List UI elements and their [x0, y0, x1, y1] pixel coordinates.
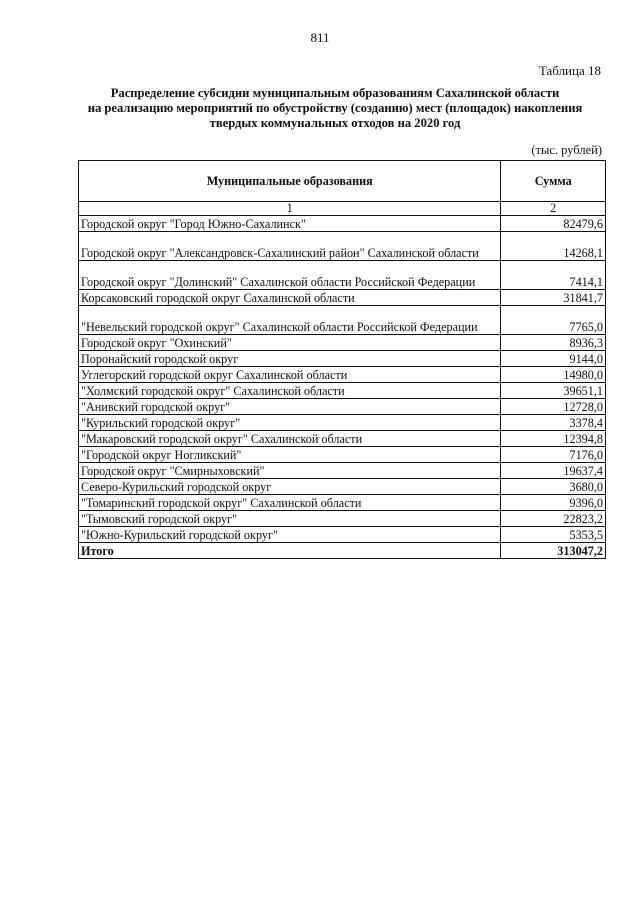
- subsidy-amount: 12728,0: [501, 399, 606, 415]
- title-line: твердых коммунальных отходов на 2020 год: [209, 116, 461, 130]
- subsidy-table: [78, 160, 606, 559]
- municipality-name: Городской округ "Смирныховский": [79, 463, 501, 479]
- header-sum: Сумма: [501, 161, 606, 202]
- table-row: [79, 306, 606, 335]
- subsidy-amount: 5353,5: [501, 527, 606, 543]
- title-line: на реализацию мероприятий по обустройству (созданию) мест (площадок) накопления: [87, 101, 583, 115]
- table-row: [79, 479, 606, 495]
- table-row: [79, 232, 606, 261]
- municipality-name: Углегорский городской округ Сахалинской области: [79, 367, 501, 383]
- subsidy-amount: 3680,0: [501, 479, 606, 495]
- table-row: [79, 290, 606, 306]
- column-number-1: 1: [79, 202, 501, 216]
- municipality-name: "Тымовский городской округ": [79, 511, 501, 527]
- subsidy-amount: 9144,0: [501, 351, 606, 367]
- table-row: [79, 495, 606, 511]
- table-body: [79, 216, 606, 559]
- municipality-name: Северо-Курильский городской округ: [79, 479, 501, 495]
- subsidy-amount: 22823,2: [501, 511, 606, 527]
- header-municipality: Муниципальные образования: [79, 161, 501, 202]
- municipality-name: "Макаровский городской округ" Сахалинской области: [79, 431, 501, 447]
- table-row: [79, 335, 606, 351]
- municipality-name: "Анивский городской округ": [79, 399, 501, 415]
- total-amount: 313047,2: [501, 543, 606, 559]
- page-number: 811: [310, 30, 330, 45]
- subsidy-amount: 19637,4: [501, 463, 606, 479]
- subsidy-amount: 14268,1: [501, 232, 606, 261]
- table-row: [79, 399, 606, 415]
- municipality-name: Поронайский городской округ: [79, 351, 501, 367]
- municipality-name: "Южно-Курильский городской округ": [79, 527, 501, 543]
- table-row: [79, 261, 606, 290]
- subsidy-amount: 39651,1: [501, 383, 606, 399]
- municipality-name: Городской округ "Город Южно-Сахалинск": [79, 216, 501, 232]
- table-row: [79, 216, 606, 232]
- table-row: [79, 511, 606, 527]
- table-row: [79, 431, 606, 447]
- table-row: [79, 367, 606, 383]
- subsidy-amount: 8936,3: [501, 335, 606, 351]
- title-line: Распределение субсидии муниципальным образованиям Сахалинской области: [110, 86, 560, 100]
- municipality-name: Городской округ "Долинский" Сахалинской области Российской Федерации: [79, 261, 501, 290]
- table-row: [79, 415, 606, 431]
- table-row: [79, 383, 606, 399]
- subsidy-amount: 14980,0: [501, 367, 606, 383]
- subsidy-amount: 3378,4: [501, 415, 606, 431]
- total-label: Итого: [79, 543, 501, 559]
- table-row: [79, 463, 606, 479]
- municipality-name: "Курильский городской округ": [79, 415, 501, 431]
- table-row: [79, 351, 606, 367]
- subsidy-amount: 7414,1: [501, 261, 606, 290]
- subsidy-amount: 82479,6: [501, 216, 606, 232]
- municipality-name: "Холмский городской округ" Сахалинской области: [79, 383, 501, 399]
- units-label: (тыс. рублей): [531, 143, 602, 157]
- subsidy-amount: 12394,8: [501, 431, 606, 447]
- municipality-name: "Невельский городской округ" Сахалинской области Российской Федерации: [79, 306, 501, 335]
- subsidy-amount: 9396,0: [501, 495, 606, 511]
- table-row: [79, 527, 606, 543]
- municipality-name: "Томаринский городской округ" Сахалинской области: [79, 495, 501, 511]
- municipality-name: "Городской округ Ногликский": [79, 447, 501, 463]
- municipality-name: Городской округ "Александровск-Сахалинский район" Сахалинской области: [79, 232, 501, 261]
- subsidy-amount: 7176,0: [501, 447, 606, 463]
- column-number-2: 2: [501, 202, 606, 216]
- municipality-name: Городской округ "Охинский": [79, 335, 501, 351]
- subsidy-amount: 7765,0: [501, 306, 606, 335]
- subsidy-amount: 31841,7: [501, 290, 606, 306]
- document-title: [60, 86, 610, 131]
- table-row: [79, 447, 606, 463]
- total-row: [79, 543, 606, 559]
- table-label: Таблица 18: [538, 63, 601, 78]
- municipality-name: Корсаковский городской округ Сахалинской области: [79, 290, 501, 306]
